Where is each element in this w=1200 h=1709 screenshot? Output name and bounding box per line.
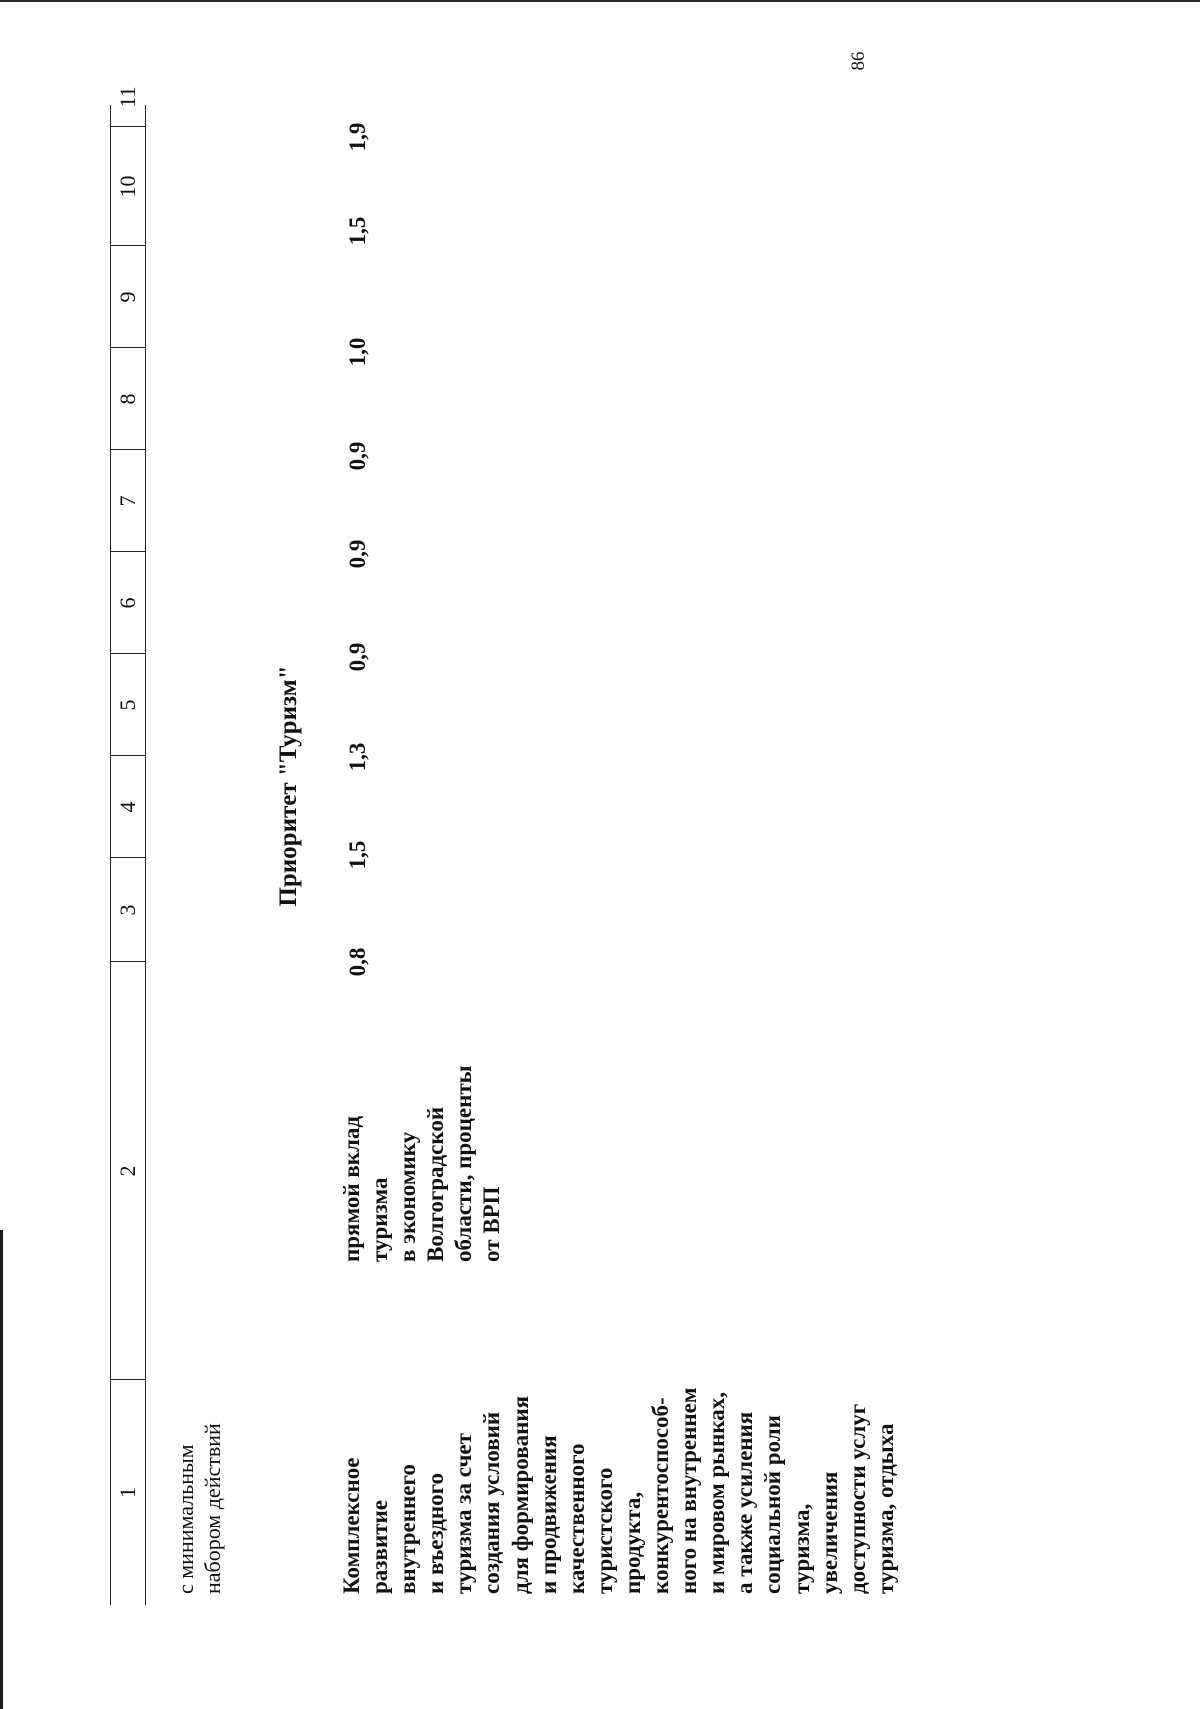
column-number: 1 [115,1487,140,1498]
column-number: 11 [115,86,140,108]
page-number: 86 [848,51,869,71]
header-bottom-rule [145,105,146,1605]
goal-line: для формирования [507,1395,533,1594]
column-number: 10 [115,175,140,198]
goal-line: туристского [591,1467,617,1594]
goal-line: качественного [563,1443,589,1594]
indicator-line: Волгоградской [423,1106,449,1262]
column-number-row [110,86,146,1605]
column-number: 8 [115,393,140,405]
goal-line: туризма, [788,1503,814,1594]
indicator-name [338,862,507,1262]
goal-line: и продвижения [535,1435,561,1594]
continuation-note-line: с минимальным [173,1444,198,1594]
goal-line: а также усиления [732,1411,758,1594]
goal-line: туризма за счет [451,1433,477,1594]
indicator-line: прямой вклад [339,1115,364,1262]
goal-line: конкурентоспособ- [648,1397,674,1594]
indicator-value: 1,3 [345,742,370,772]
indicator-line: туризма [367,1177,393,1262]
indicator-line: от ВРП [479,1186,505,1262]
goal-line: туризма, отдыха [872,1423,898,1594]
indicator-value: 1,0 [345,337,370,367]
goal-line: социальной роли [760,1415,786,1594]
goal-line: доступности услуг [844,1403,870,1594]
indicator-line: в экономику [395,1131,421,1262]
indicator-value: 1,5 [345,840,370,870]
goal-line: создания условий [479,1411,505,1594]
indicator-value: 0,8 [345,947,370,977]
goal-line: ного на внутреннем [676,1387,702,1594]
indicator-value: 0,9 [345,441,370,471]
indicator-value: 0,9 [345,642,370,672]
column-number: 2 [115,1165,140,1177]
indicator-value: 0,9 [345,539,370,569]
goal-line: Комплексное [339,1457,364,1594]
column-number: 5 [115,699,140,711]
goal-line: продукта, [619,1491,645,1594]
goal-line: внутреннего [395,1464,421,1594]
column-number: 4 [115,801,140,813]
goal-line: и мировом рынках, [704,1391,730,1594]
column-number: 9 [115,291,140,303]
goal-line: увеличения [816,1471,842,1594]
column-number: 6 [115,597,140,609]
header-top-rule [110,105,111,1605]
continuation-note-line: набором действий [200,1423,225,1594]
indicator-value: 1,5 [345,216,370,246]
indicator-line: области, проценты [451,1065,477,1262]
column-number: 3 [115,904,140,916]
column-number: 7 [115,495,140,507]
section-title: Приоритет "Туризм" [275,665,302,907]
goal-line: и въездного [423,1472,449,1594]
indicator-value: 1,9 [345,122,370,152]
goal-line: развитие [367,1500,393,1594]
